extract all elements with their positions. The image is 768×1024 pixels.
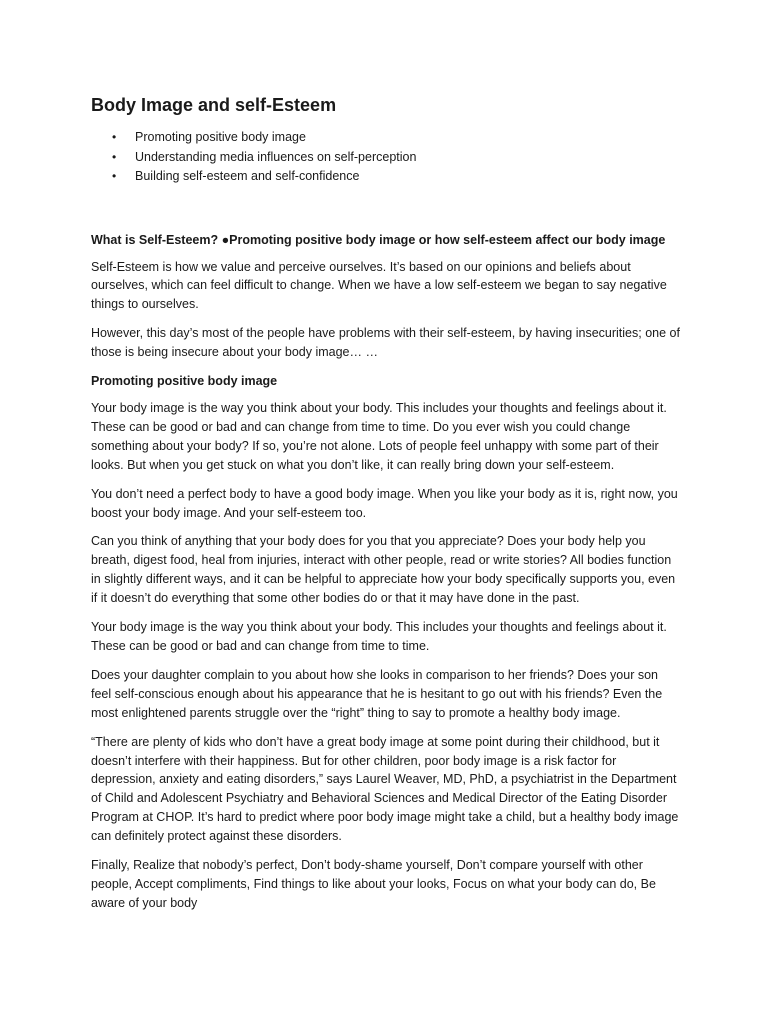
topic-bullet-list (91, 128, 680, 187)
paragraph: Your body image is the way you think about your body. This includes your thoughts and feelings about it. These can be good or bad and can change from time to time. Do you ever wish you could change something about your body? If so, you’re not alone. Lots of people feel unhappy with some part of their looks. But when you get stuck on what you don’t like, it can really bring down your self-esteem. (91, 401, 667, 472)
bullet-text: Building self-esteem and self-confidence (135, 169, 360, 183)
document-title: Body Image and self-Esteem (91, 95, 337, 115)
paragraph: Can you think of anything that your body does for you that you appreciate? Does your body help you breath, digest food, heal from injuries, interact with other people, read or write stories? All bodies function in slightly different ways, and it can be helpful to appreciate how your body specifically supports you, even if it doesn’t do everything that some other bodies do or that it may have done in the past. (91, 534, 676, 606)
paragraph: Finally, Realize that nobody’s perfect, Don’t body-shame yourself, Don’t compare yourself with other people, Accept compliments, Find things to like about your looks, Focus on what your body can do, Be aware of your body (91, 858, 656, 910)
bullet-item (112, 128, 680, 148)
paragraph: “There are plenty of kids who don’t have a great body image at some point during their childhood, but it doesn’t interfere with their happiness. But for other children, poor body image is a risk factor for depression, anxiety and eating disorders,” says Laurel Weaver, MD, PhD, a psychiatrist in the Department of Child and Adolescent Psychiatry and Behavioral Sciences and Medical Director of the Eating Disorder Program at CHOP. It’s hard to predict where poor body image might take a child, but a healthy body image can definitely protect against these disorders. (91, 734, 679, 844)
paragraph: Does your daughter complain to you about how she looks in comparison to her friends? Does your son feel self-conscious enough about his appearance that he is hesitant to go out with his friends? Even the most enlightened parents struggle over the “right” thing to say to promote a healthy body image. (91, 667, 663, 720)
bullet-item (112, 148, 680, 168)
paragraph: Self-Esteem is how we value and perceive ourselves. It’s based on our opinions and beliefs about ourselves, which can feel difficult to change. When we have a low self-esteem we began to say negative things to ourselves. (91, 259, 667, 312)
paragraph: Your body image is the way you think about your body. This includes your thoughts and feelings about it. These can be good or bad and can change from time to time. (91, 620, 667, 653)
section-heading-positive-body-image: Promoting positive body image (91, 374, 278, 389)
bullet-dot-icon: • (112, 169, 117, 183)
bullet-dot-icon: • (112, 149, 117, 164)
paragraph: However, this day’s most of the people have problems with their self-esteem, by having insecurities; one of those is being insecure about your body image… … (91, 326, 680, 360)
bullet-dot-icon: • (112, 130, 117, 144)
section-heading-self-esteem: What is Self-Esteem? ●Promoting positive body image or how self-esteem affect our body image (91, 232, 666, 247)
bullet-text: Understanding media influences on self-perception (135, 149, 417, 164)
bullet-text: Promoting positive body image (135, 130, 306, 144)
bullet-item (112, 167, 680, 187)
paragraph: You don’t need a perfect body to have a good body image. When you like your body as it is, right now, you boost your body image. And your self-esteem too. (91, 486, 678, 520)
